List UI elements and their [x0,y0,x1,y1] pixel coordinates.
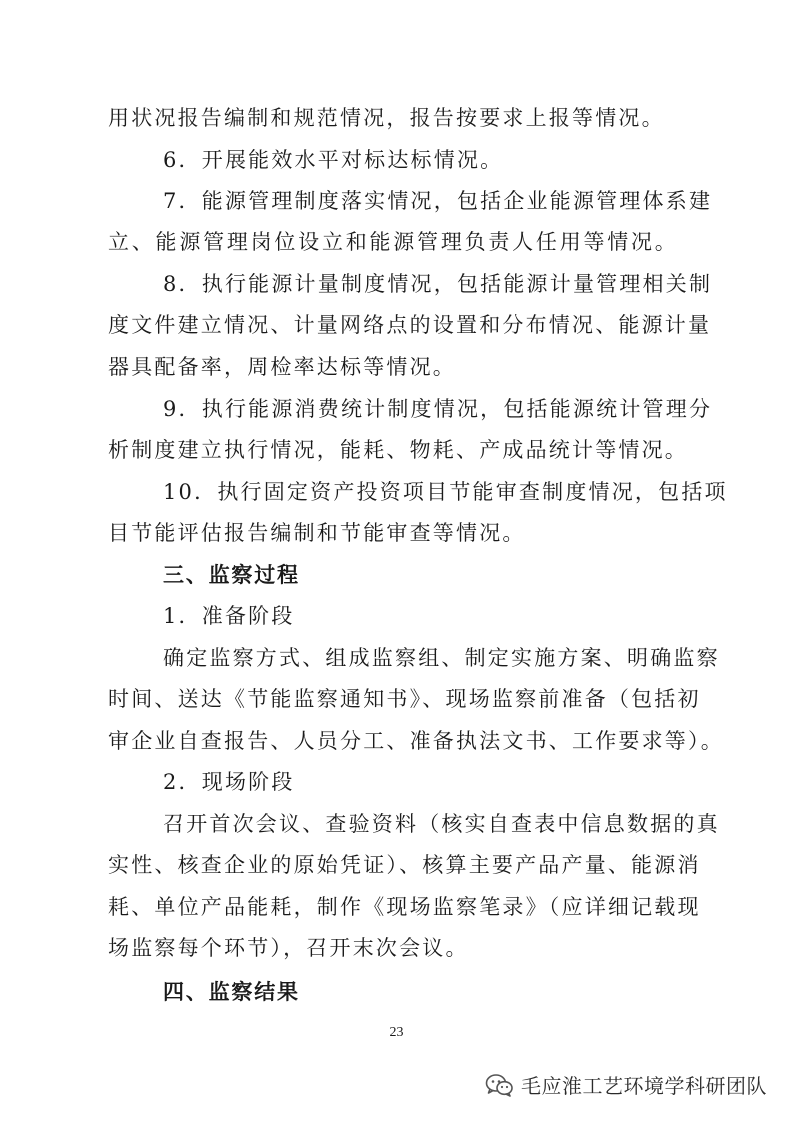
section-heading-process: 三、监察过程 [163,563,300,587]
text-line: 用状况报告编制和规范情况，报告按要求上报等情况。 [108,106,665,130]
text-line: 实性、核查企业的原始凭证）、核算主要产品产量、能源消 [108,853,701,877]
list-item-8: 8．执行能源计量制度情况，包括能源计量管理相关制 [163,272,713,296]
text-line: 析制度建立执行情况，能耗、物耗、产成品统计等情况。 [108,438,688,462]
text-line: 时间、送达《节能监察通知书》、现场监察前准备（包括初 [108,687,701,711]
text-line: 立、能源管理岗位设立和能源管理负责人任用等情况。 [108,230,678,254]
text-line: 召开首次会议、查验资料（核实自查表中信息数据的真 [163,812,720,836]
subheading-preparation: 1．准备阶段 [163,604,295,628]
page-number: 23 [389,1025,404,1040]
text-line: 器具配备率，周检率达标等情况。 [108,355,456,379]
list-item-7: 7．能源管理制度落实情况，包括企业能源管理体系建 [163,189,713,213]
text-line: 确定监察方式、组成监察组、制定实施方案、明确监察 [163,646,720,670]
watermark-text: 毛应淮工艺环境学科研团队 [521,1074,767,1098]
list-item-10: 10．执行固定资产投资项目节能审查制度情况，包括项 [163,480,728,504]
list-item-6: 6．开展能效水平对标达标情况。 [163,148,504,172]
section-heading-result: 四、监察结果 [163,980,300,1004]
text-line: 耗、单位产品能耗，制作《现场监察笔录》（应详细记载现 [108,895,701,919]
text-line: 目节能评估报告编制和节能审查等情况。 [108,521,526,545]
text-line: 场监察每个环节），召开末次会议。 [108,936,469,960]
text-line: 审企业自查报告、人员分工、准备执法文书、工作要求等）。 [108,729,724,753]
text-line: 度文件建立情况、计量网络点的设置和分布情况、能源计量 [108,313,712,337]
watermark [485,1070,767,1099]
wechat-icon [485,1073,513,1097]
subheading-onsite: 2．现场阶段 [163,770,295,794]
list-item-9: 9．执行能源消费统计制度情况，包括能源统计管理分 [163,397,713,421]
